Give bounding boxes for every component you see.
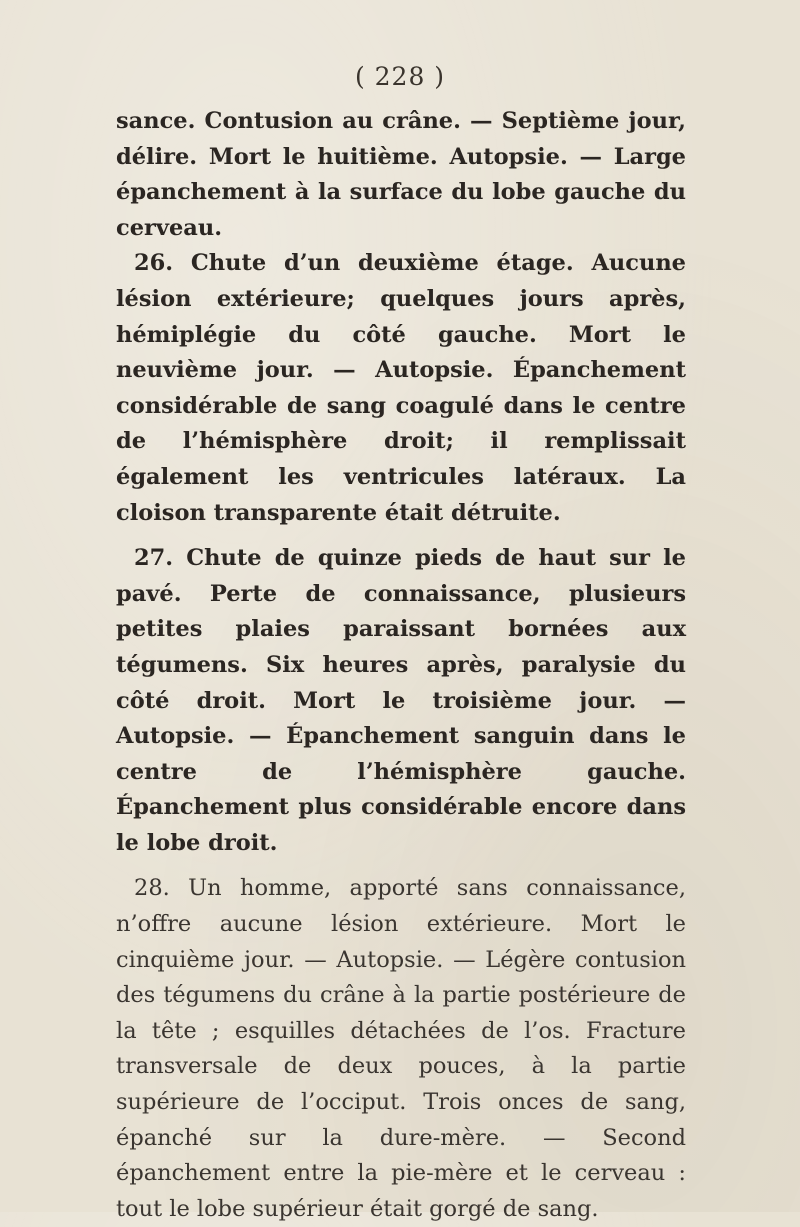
paragraph-case-26: 26. Chute d’un deuxième étage. Aucune lésion extérieure; quelques jours après, hémiplégie du côté gauche. Mort le neuvième jour. — Autopsie. Épanchement considérable de sang coagulé dans le centre de l’hémisphère droit; il remplissait également les ventricules latéraux. La cloison transparente était détruite. — [116, 250, 686, 526]
paragraph-case-28: 28. Un homme, apporté sans connaissance, n’offre aucune lésion extérieure. Mort le cinquième jour. — Autopsie. — Légère contusion des tégumens du crâne à la partie postérieure de la tête ; esquilles détachées de l’os. Fracture transversale de deux pouces, à la partie supérieure de l’occiput. Trois onces de sang, épanché sur la dure-mère. — Second épanchement entre la pie-mère et le cerveau : tout le lobe supérieur était gorgé de sang. — [116, 875, 686, 1222]
paragraph-continuation: sance. Contusion au crâne. — Septième jour, délire. Mort le huitième. Autopsie. — Large épanchement à la surface du lobe gauche du cerveau. — [116, 108, 686, 241]
body-text — [116, 104, 686, 1227]
paragraph-case-27: 27. Chute de quinze pieds de haut sur le pavé. Perte de connaissance, plusieurs petites plaies paraissant bornées aux tégumens. Six heures après, paralysie du côté droit. Mort le troisième jour. — Autopsie. — Épanchement sanguin dans le centre de l’hémisphère gauche. Épanchement plus considérable encore dans le lobe droit. — [116, 545, 686, 856]
page-number: ( 228 ) — [354, 62, 446, 91]
